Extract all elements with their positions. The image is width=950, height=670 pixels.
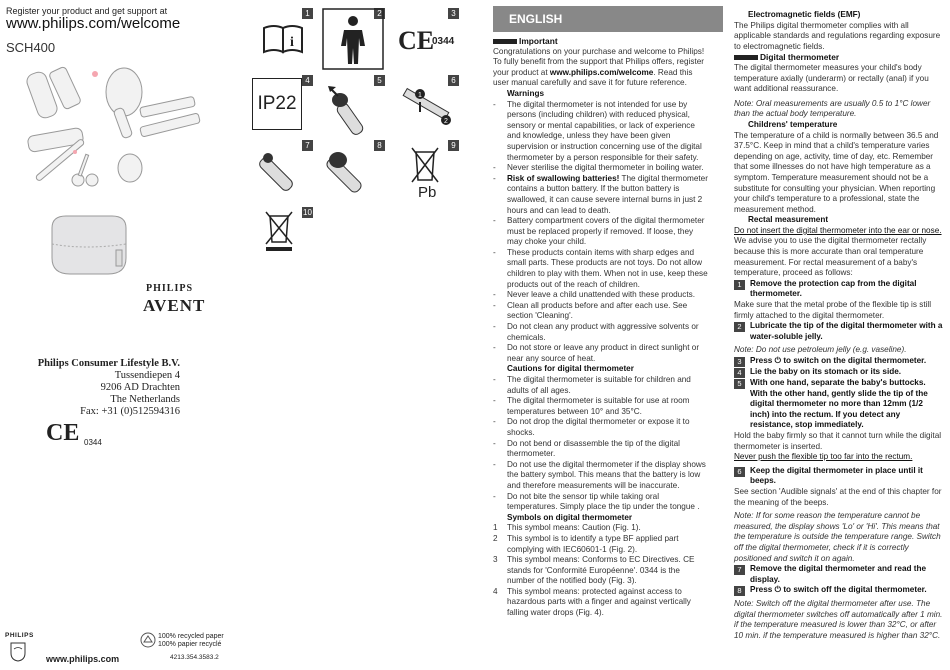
step-number: 8 [734,586,745,596]
fig-number: 4 [302,75,313,86]
philips-brand: PHILIPS [146,283,194,294]
list-item: - The digital thermometer is suitable for use at room temperatures between 10° and 35°C. [493,396,708,417]
list-text-bold: Risk of swallowing batteries! [507,173,620,183]
fig-number: 3 [448,8,459,19]
weee-bin-icon [262,210,296,252]
ip22-rating-icon: IP22 [252,78,302,130]
step-item [734,585,944,596]
step-item [734,279,944,300]
document-code: 4213.354.3583.2 [170,654,219,661]
numbered-item [493,534,708,555]
warning-text: Do not insert the digital thermometer into the ear or nose. [734,225,942,235]
step-number: 4 [734,368,745,378]
rectal-heading: Rectal measurement [748,215,829,225]
address-line: The Netherlands [110,394,180,405]
list-text: Battery compartment covers of the digital thermometer must be replaced properly if removed. If loose, they may choke your child. [507,216,705,247]
fig-number: 7 [302,140,313,151]
remove-cap-illustration [324,80,382,138]
step-item [734,367,944,378]
list-text: The digital thermometer contains a button battery. If the button battery is swallowed, it can cause severe internal burns in just 2 hours and can lead to death. [507,173,708,215]
fig-number: 6 [448,75,459,86]
step-number: 1 [734,280,745,290]
svg-text:1: 1 [418,92,422,99]
step-number: 3 [734,357,745,367]
insert-thermometer-illustration [398,80,456,138]
manual-info-icon [262,22,306,56]
list-item: - Do not drop the digital thermometer or expose it to shocks. [493,417,708,438]
list-item: - Risk of swallowing batteries! The digital thermometer contains a button battery. If the button battery is swallowed, it can cause severe internal burns in just 2 hours and can lead to death. [493,173,708,215]
step-text: Press ⏻ to switch off the digital thermometer. [750,585,927,595]
recycle-icon [140,632,156,648]
bf-applied-part-icon [322,8,384,70]
note-text: Note: Switch off the digital thermometer after use. The digital thermometer switches off automatically after 1 min. if the temperature measured is lower than 32°C, or after 10 min. if the temperature measured is higher than 32°C. [734,599,943,641]
recycled-line: 100% recycled paper [158,633,224,640]
item-number: 2 [493,533,498,543]
model-number: SCH400 [6,40,56,55]
intro-url[interactable]: www.philips.com/welcome [549,67,654,77]
list-item: - Battery compartment covers of the digital thermometer must be replaced properly if removed. If loose, they may choke your child. [493,216,708,248]
fig-number: 10 [303,208,312,217]
footer-url[interactable]: www.philips.com [46,654,120,664]
step-number: 6 [734,467,745,477]
section-heading: Important [493,36,708,47]
list-item: - Do not use the digital thermometer if the display shows the battery symbol. This means that the battery is low and therefore measurements will be inaccurate. [493,460,708,492]
numbered-item [493,587,708,619]
item-number: 1 [493,523,498,533]
step-text: With one hand, separate the baby's buttocks. With the other hand, gently slide the tip of the digital thermometer no more than 12mm (1/2 inch) into the rectum. If you detect any resistance, stop immediately. [750,378,928,430]
list-text: These products contain items with sharp edges and small parts. These products are not toys. Do not allow children to play with them. When not in use, keep these products out of the reach of children. [507,247,708,289]
fig-number: 2 [374,8,385,19]
cover-panel [0,0,240,670]
list-text: Do not bend or disassemble the tip of the digital thermometer. [507,438,680,459]
register-text: Register your product and get support at [6,6,168,16]
fig-number: 9 [448,140,459,151]
fig-number: 1 [302,8,313,19]
step-item [734,321,944,342]
intro-text-b: . Read this user manual carefully and save it for future reference. [493,67,693,88]
note-text: Note: Do not use petroleum jelly (e.g. vaseline). [734,345,907,355]
section-heading: Digital thermometer [734,52,944,63]
address-line: Tussendiepen 4 [114,370,180,381]
list-text: Do not drop the digital thermometer or expose it to shocks. [507,417,690,437]
item-text: This symbol means: protected against access to hazardous parts with a finger and against vertically falling water drops (Fig. 4). [507,586,691,618]
ce-mark: CE [46,420,80,446]
company-address [0,358,180,418]
lead-symbol: Pb [418,184,437,201]
address-line: Fax: +31 (0)512594316 [80,406,180,417]
list-item: - Do not clean any product with aggressive solvents or chemicals. [493,322,708,343]
cautions-heading: Cautions for digital thermometer [507,364,634,374]
list-text: The digital thermometer is not intended for use by persons (including children) with reduced physical, sensory or mental capabilities, or lack of experience and knowledge, unless they have been given supervision or instruction concerning use of the digital thermometer by a person responsible for their safety. [507,99,702,162]
list-text: The digital thermometer is suitable for children and adults of all ages. [507,375,691,395]
step-number: 7 [734,565,745,575]
weee-bin-icon [408,146,442,184]
intro-text-a: Congratulations on your purchase and welcome to Philips! To fully benefit from the support that Philips offers, register your product at [493,46,705,77]
recycled-line: 100% papier recyclé [158,641,222,648]
list-text: Clean all products before and after each use. See section 'Cleaning'. [507,300,688,321]
childrens-temp-heading: Childrens' temperature [748,119,838,129]
item-number: 3 [493,555,498,565]
list-text: The digital thermometer is suitable for use at room temperatures between 10° and 35°C. [507,396,690,416]
svg-text:2: 2 [444,118,448,125]
step-text: Keep the digital thermometer in place until it beeps. [750,465,923,486]
list-item: - The digital thermometer is suitable for children and adults of all ages. [493,375,708,396]
svg-text:i: i [290,35,294,50]
product-accessories-image [20,62,220,192]
item-text: This symbol means: Conforms to EC Directives. CE stands for 'Conformité Européenne'. 0344 is the number of the notified body (Fig. 3). [507,555,695,586]
list-text: Do not store or leave any product in direct sunlight or near any source of heat. [507,343,700,363]
item-text: This symbol is to identify a type BF applied part complying with IEC60601-1 (Fig. 2). [507,533,679,554]
emf-text: The Philips digital thermometer complies with all applicable standards and regulations regarding exposure to electromagnetic fields. [734,20,941,51]
step-detail: See section 'Audible signals' at the end of this chapter for the meaning of the beeps. [734,486,942,507]
warnings-heading: Warnings [507,88,544,98]
welcome-url[interactable]: www.philips.com/welcome [6,15,181,32]
list-item: - The digital thermometer is not intended for use by persons (including children) with reduced physical, sensory or mental capabilities, or lack of experience and knowledge, unless they have been given supervision or instruction concerning use of the digital thermometer by a person responsible for their safety. [493,100,708,164]
step-text: Lie the baby on its stomach or its side. [750,367,902,376]
item-text: This symbol means: Caution (Fig. 1). [507,523,641,533]
avent-brand: AVENT [143,296,206,315]
address-line: Philips Consumer Lifestyle B.V. [37,358,180,369]
list-text: Do not bite the sensor tip while taking oral temperatures. Simply place the tip under the tongue . [507,491,700,512]
step-detail: Make sure that the metal probe of the flexible tip is still firmly attached to the digital thermometer. [734,300,932,320]
storage-case-image [46,210,132,282]
list-item: - Do not bend or disassemble the tip of the digital thermometer. [493,439,708,460]
philips-shield-icon [10,642,26,662]
fig-number: 5 [374,75,385,86]
numbered-item [493,523,708,534]
list-item: - Never leave a child unattended with these products. [493,290,695,300]
language-header: ENGLISH [493,6,723,32]
list-item: - Do not store or leave any product in direct sunlight or near any source of heat. [493,343,708,364]
address-line: 9206 AD Drachten [100,382,180,393]
step-item [734,564,944,585]
list-item: - Clean all products before and after each use. See section 'Cleaning'. [493,301,708,322]
symbols-heading: Symbols on digital thermometer [507,512,633,522]
step-number: 5 [734,379,745,389]
ce-number: 0344 [84,438,102,447]
recycled-paper-text [158,633,224,649]
english-column [493,36,708,619]
step-text: Press ⏻ to switch on the digital thermometer. [750,356,927,365]
list-text: Never sterilise the digital thermometer in boiling water. [507,163,704,173]
list-item: - These products contain items with sharp edges and small parts. These products are not toys. Do not allow children to play with them. When not in use, keep these products out of the reach of children. [493,247,708,289]
dt-text: The digital thermometer measures your child's body temperature axially (underarm) or rectally (anal) if you want additional reassurance. [734,62,929,94]
step-detail: Hold the baby firmly so that it cannot turn while the digital thermometer is inserted. [734,430,942,451]
note-text: Note: If for some reason the temperature cannot be measured, the display shows 'Lo' or 'Hi'. This means that the temperature is outside the temperature range. Switch off the digital thermometer, check if it is correctly positioned and switch it on again. [734,511,941,563]
step-text: Remove the digital thermometer and read the display. [750,564,927,584]
emf-heading: Electromagnetic fields (EMF) [748,10,861,19]
ce-mark: CE [398,26,435,55]
continued-column [734,10,944,642]
list-text: Do not clean any product with aggressive solvents or chemicals. [507,322,699,342]
warning-text: Never push the flexible tip too far into the rectum. [734,452,913,462]
philips-small-logo: PHILIPS [5,632,34,639]
step-item [734,378,944,431]
numbered-item [493,555,708,587]
childrens-temp-text: The temperature of a child is normally between 36.5 and 37.5°C. Keep in mind that a child's temperature varies depending on age, activity, time of day, etc. Remember that some illnesses do not have high temperature as a symptom. Temperature measurement should not be a substitute for consulting your physician. When reporting your child's temperature to a professional, state the measurement method. [734,130,939,214]
list-item: - Never sterilise the digital thermometer in boiling water. [493,163,704,173]
step-item [734,356,944,367]
ce-number: 0344 [432,36,455,47]
note-text: Note: Oral measurements are usually 0.5 to 1°C lower than the actual body temperature. [734,98,931,119]
rectal-text: We advise you to use the digital thermometer rectally because this is more accurate than oral temperature measurement. For rectal measurement of a baby's temperature, proceed as follows: [734,236,927,278]
thermometer-tip-illustration [258,148,310,194]
step-text: Remove the protection cap from the digital thermometer. [750,278,917,299]
fig-number: 8 [374,140,385,151]
step-text: Lubricate the tip of the digital thermometer with a water-soluble jelly. [750,321,943,341]
list-text: Do not use the digital thermometer if the display shows the battery symbol. This means that the battery is low and therefore measurements will be inaccurate. [507,459,706,490]
item-number: 4 [493,586,498,596]
step-number: 2 [734,322,745,332]
list-item: - Do not bite the sensor tip while taking oral temperatures. Simply place the tip under the tongue . [493,492,708,513]
step-item [734,466,944,487]
intro-text [493,47,708,89]
figures-panel [252,0,467,670]
list-text: Never leave a child unattended with these products. [507,290,695,300]
cap-on-illustration [324,148,382,194]
